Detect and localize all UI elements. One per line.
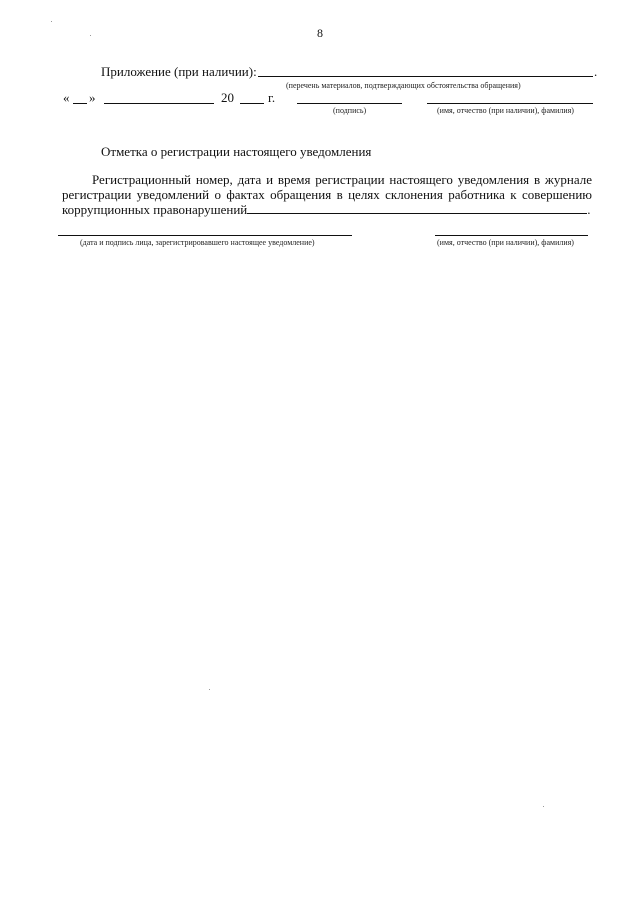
name-blank-line — [427, 103, 593, 104]
date-open-quote: « — [63, 90, 70, 105]
attachment-blank-line — [258, 76, 593, 77]
attachment-caption: (перечень материалов, подтверждающих обстоятельства обращения) — [286, 81, 521, 90]
attachment-label: Приложение (при наличии): — [101, 64, 257, 79]
registration-end-dot: . — [587, 202, 591, 217]
attachment-end-dot: . — [594, 64, 598, 79]
scan-speck — [51, 21, 52, 22]
year-blank-line — [240, 103, 264, 104]
signature-blank-line — [297, 103, 402, 104]
signature-caption: (подпись) — [333, 106, 367, 115]
registrar-caption: (дата и подпись лица, зарегистрировавшего настоящее уведомление) — [80, 238, 315, 247]
registrar-blank-line — [58, 235, 352, 236]
name-caption: (имя, отчество (при наличии), фамилия) — [437, 106, 574, 115]
day-blank-line — [73, 103, 87, 104]
year-prefix: 20 — [221, 90, 234, 105]
page-number: 8 — [317, 26, 323, 40]
month-blank-line — [104, 103, 214, 104]
registrar-name-caption: (имя, отчество (при наличии), фамилия) — [437, 238, 574, 247]
date-close-quote: » — [89, 90, 96, 105]
scan-speck — [209, 689, 210, 690]
registration-heading: Отметка о регистрации настоящего уведомления — [101, 144, 372, 159]
registration-paragraph-text: Регистрационный номер, дата и время регистрации настоящего уведомления в журнале регистрации уведомлений о фактах обращения в целях склонения работника к совершению коррупционных правонарушений — [62, 172, 592, 217]
registrar-name-blank-line — [435, 235, 588, 236]
scan-speck — [543, 806, 544, 807]
year-suffix: г. — [268, 90, 276, 105]
scan-speck — [90, 35, 91, 36]
registration-paragraph — [62, 172, 592, 217]
registration-blank-line — [247, 202, 587, 214]
